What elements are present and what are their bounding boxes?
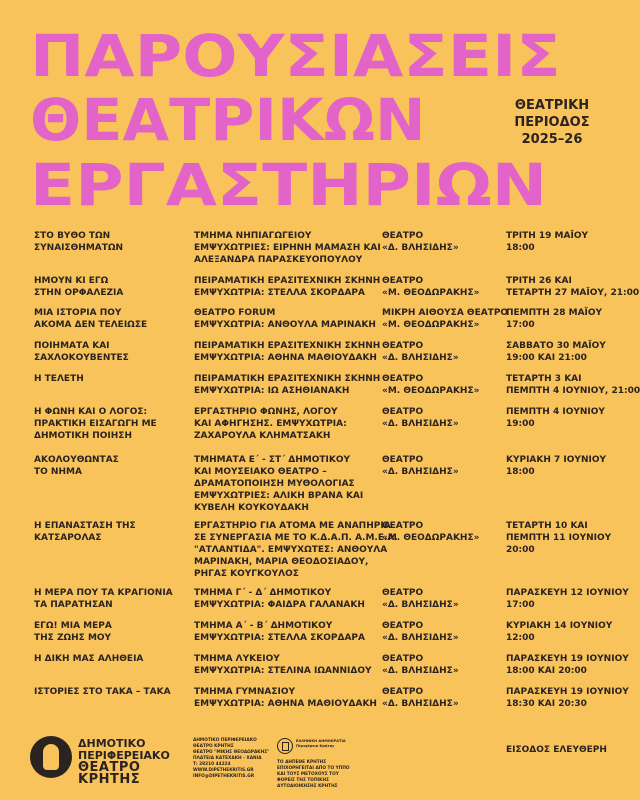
event-title xyxy=(34,587,184,611)
event-date xyxy=(506,587,629,611)
event-date xyxy=(506,340,626,364)
contact-info xyxy=(193,738,269,780)
event-venue-line: ΜΙΚΡΗ ΑΙΘΟΥΣΑ ΘΕΑΤΡΟ xyxy=(382,308,509,318)
funding-note-line: ΑΥΤΟΔΙΟΙΚΗΣΗΣ ΚΡΗΤΗΣ xyxy=(277,784,338,789)
funding-note-line: ΚΑΙ ΤΟΥΣ ΜΕΤΟΧΟΥΣ ΤΟΥ xyxy=(277,772,339,777)
event-group xyxy=(194,230,381,266)
event-date-line: ΣΑΒΒΑΤΟ 30 ΜΑΪΟΥ xyxy=(506,341,606,351)
event-venue xyxy=(382,520,497,544)
logo-line: ΠΕΡΙΦΕΡΕΙΑΚΟ xyxy=(78,749,170,762)
funding-note-line: ΕΠΙΧΟΡΗΓΕΙΤΑΙ ΑΠΟ ΤΟ ΥΠΠΟ xyxy=(277,766,350,771)
event-title-line: ΣΥΝΑΙΣΘΗΜΑΤΩΝ xyxy=(34,243,124,253)
event-group-line: ΣΕ ΣΥΝΕΡΓΑΣΙΑ ΜΕ ΤΟ Κ.Δ.Α.Π. Α.Μ.Ε.Α. xyxy=(194,533,398,543)
contact-line: WWW.DIPETHEKRITIS.GR xyxy=(193,768,254,773)
event-group-line: ΕΜΨΥΧΩΤΡΙΑ: ΣΤΕΛΙΝΑ ΙΩΑΝΝΙΔΟΥ xyxy=(194,666,372,676)
contact-line: ΘΕΑΤΡΟ ΚΡΗΤΗΣ xyxy=(193,744,234,749)
event-venue xyxy=(382,275,497,299)
event-venue xyxy=(382,340,497,364)
event-group-line: ΚΥΒΕΛΗ ΚΟΥΚΟΥΔΑΚΗ xyxy=(194,503,309,513)
free-entry-label: ΕΙΣΟΔΟΣ ΕΛΕΥΘΕΡΗ xyxy=(506,745,607,755)
event-date xyxy=(506,454,626,478)
event-date-line: ΚΥΡΙΑΚΗ 14 ΙΟΥΝΙΟΥ xyxy=(506,621,613,631)
funding-note xyxy=(277,760,350,790)
emblem-label xyxy=(296,739,346,749)
event-title xyxy=(34,406,184,442)
event-title xyxy=(34,520,184,544)
event-group-line: ΜΑΡΙΝΑΚΗ, ΜΑΡΙΑ ΘΕΟΔΟΣΙΑΔΟΥ, xyxy=(194,557,369,567)
event-date-line: ΠΕΜΠΤΗ 28 ΜΑΪΟΥ xyxy=(506,308,603,318)
event-venue xyxy=(382,406,497,430)
event-title xyxy=(34,653,184,665)
logo-line: ΔΗΜΟΤΙΚΟ xyxy=(78,737,146,750)
event-date-line: ΠΑΡΑΣΚΕΥΗ 12 ΙΟΥΝΙΟΥ xyxy=(506,588,629,598)
event-date-line: 17:00 xyxy=(506,600,535,610)
event-title xyxy=(34,307,184,331)
event-group-line: ΕΡΓΑΣΤΗΡΙΟ ΦΩΝΗΣ, ΛΟΓΟΥ xyxy=(194,407,338,417)
event-group-line: ΕΜΨΥΧΩΤΡΙΕΣ: ΑΛΙΚΗ ΒΡΑΝΑ ΚΑΙ xyxy=(194,491,364,501)
event-title xyxy=(34,454,184,478)
event-venue xyxy=(382,620,497,644)
event-group-line: ΕΜΨΥΧΩΤΡΙΑ: ΣΤΕΛΛΑ ΣΚΟΡΔΑΡΑ xyxy=(194,633,365,643)
event-title xyxy=(34,230,184,254)
event-title xyxy=(34,620,184,644)
event-date-line: ΤΕΤΑΡΤΗ 27 ΜΑΪΟΥ, 21:00 xyxy=(506,288,640,298)
event-title-line: ΜΙΑ ΙΣΤΟΡΙΑ ΠΟΥ xyxy=(34,308,122,318)
event-date-line: 20:00 xyxy=(506,545,535,555)
event-title-line: ΠΟΙΗΜΑΤΑ ΚΑΙ xyxy=(34,341,110,351)
event-group-line: ΡΗΓΑΣ ΚΟΥΓΚΟΥΛΟΣ xyxy=(194,569,299,579)
event-title-line: Η ΤΕΛΕΤΗ xyxy=(34,374,84,384)
footer xyxy=(0,730,640,800)
event-group xyxy=(194,275,381,299)
event-venue-line: «Δ. ΒΛΗΣΙΔΗΣ» xyxy=(382,353,459,363)
event-title-line: Η ΜΕΡΑ ΠΟΥ ΤΑ ΚΡΑΓΙΟΝΙΑ xyxy=(34,588,173,598)
event-title-line: ΤΑ ΠΑΡΑΤΗΣΑΝ xyxy=(34,600,113,610)
contact-line: ΔΗΜΟΤΙΚΟ ΠΕΡΙΦΕΡΕΙΑΚΟ xyxy=(193,738,257,743)
event-venue-line: «Δ. ΒΛΗΣΙΔΗΣ» xyxy=(382,633,459,643)
season-line-2: ΠΕΡΙΟΔΟΣ xyxy=(514,115,590,130)
event-venue xyxy=(382,373,497,397)
event-venue xyxy=(382,587,497,611)
event-group-line: ΕΜΨΥΧΩΤΡΙΑ: ΙΩ ΑΣΗΘΙΑΝΑΚΗ xyxy=(194,386,350,396)
event-venue-line: «Δ. ΒΛΗΣΙΔΗΣ» xyxy=(382,699,459,709)
funding-note-line: ΤΟ ΔΗΠΕΘΕ ΚΡΗΤΗΣ xyxy=(277,760,327,765)
event-title xyxy=(34,373,184,385)
event-group xyxy=(194,406,369,442)
contact-line: INFO@DIPETHEKRITIS.GR xyxy=(193,774,255,779)
event-venue-line: ΘΕΑΤΡΟ xyxy=(382,521,424,531)
event-title-line: ΗΜΟΥΝ ΚΙ ΕΓΩ xyxy=(34,276,109,286)
event-title-line: ΤΗΣ ΖΩΗΣ ΜΟΥ xyxy=(34,633,112,643)
event-group xyxy=(194,620,369,644)
event-group-line: ΕΜΨΥΧΩΤΡΙΑ: ΑΝΘΟΥΛΑ ΜΑΡΙΝΑΚΗ xyxy=(194,320,376,330)
event-group-line: ΤΜΗΜΑΤΑ Ε΄ - ΣΤ΄ ΔΗΜΟΤΙΚΟΥ xyxy=(194,455,351,465)
event-title-line: ΠΡΑΚΤΙΚΗ ΕΙΣΑΓΩΓΗ ΜΕ xyxy=(34,419,157,429)
event-venue-line: ΘΕΑΤΡΟ xyxy=(382,231,424,241)
event-group-line: ΖΑΧΑΡΟΥΛΑ ΚΛΗΜΑΤΣΑΚΗ xyxy=(194,431,331,441)
event-venue xyxy=(382,454,497,478)
event-date-line: ΠΕΜΠΤΗ 4 ΙΟΥΝΙΟΥ xyxy=(506,407,605,417)
event-date-line: 18:00 ΚΑΙ 20:00 xyxy=(506,666,587,676)
event-group-line: ΠΕΙΡΑΜΑΤΙΚΗ ΕΡΑΣΙΤΕΧΝΙΚΗ ΣΚΗΝΗ xyxy=(194,276,381,286)
event-group-line: ΘΕΑΤΡΟ FORUM xyxy=(194,308,276,318)
theatre-logo-icon xyxy=(30,736,72,778)
event-venue-line: ΘΕΑΤΡΟ xyxy=(382,654,424,664)
event-date-line: 19:00 xyxy=(506,419,535,429)
event-title-line: ΑΚΟΜΑ ΔΕΝ ΤΕΛΕΙΩΣΕ xyxy=(34,320,148,330)
event-title-line: ΣΑΧΛΟΚΟΥΒΕΝΤΕΣ xyxy=(34,353,129,363)
event-date-line: 18:00 xyxy=(506,467,535,477)
event-venue xyxy=(382,307,509,331)
event-group xyxy=(194,520,398,580)
event-venue xyxy=(382,653,497,677)
contact-line: ΠΛΑΤΕΙΑ ΚΑΤΕΧΑΚΗ - ΧΑΝΙΑ xyxy=(193,756,262,761)
event-group-line: ΑΛΕΞΑΝΔΡΑ ΠΑΡΑΣΚΕΥΟΠΟΥΛΟΥ xyxy=(194,255,363,265)
funding-note-line: ΦΟΡΕΙΣ ΤΗΣ ΤΟΠΙΚΗΣ xyxy=(277,778,330,783)
event-date-line: ΤΡΙΤΗ 19 ΜΑΪΟΥ xyxy=(506,231,588,241)
event-group-line: ΚΑΙ ΜΟΥΣΕΙΑΚΟ ΘΕΑΤΡΟ – xyxy=(194,467,327,477)
event-date xyxy=(506,230,626,254)
event-date xyxy=(506,275,640,299)
event-date-line: 18:00 xyxy=(506,243,535,253)
event-group-line: ΕΜΨΥΧΩΤΡΙΕΣ: ΕΙΡΗΝΗ ΜΑΜΑΣΗ ΚΑΙ xyxy=(194,243,381,253)
event-group-line: ΤΜΗΜΑ Α΄ - Β΄ ΔΗΜΟΤΙΚΟΥ xyxy=(194,621,333,631)
event-group xyxy=(194,454,369,514)
emblem-label-line: Περιφέρεια Κρήτης xyxy=(296,744,335,748)
contact-line: Τ: 28210 44224 xyxy=(193,762,231,767)
page-title-line-2: ΘΕΑΤΡΙΚΩΝ xyxy=(30,86,426,154)
event-venue-line: «Μ. ΘΕΟΔΩΡΑΚΗΣ» xyxy=(382,320,480,330)
event-group-line: ΕΜΨΥΧΩΤΡΙΑ: ΣΤΕΛΛΑ ΣΚΟΡΔΑΡΑ xyxy=(194,288,365,298)
event-venue-line: «Δ. ΒΛΗΣΙΔΗΣ» xyxy=(382,243,459,253)
event-date-line: ΤΕΤΑΡΤΗ 10 ΚΑΙ xyxy=(506,521,588,531)
event-date xyxy=(506,686,629,710)
event-venue-line: «Μ. ΘΕΟΔΩΡΑΚΗΣ» xyxy=(382,288,480,298)
event-venue-line: «Δ. ΒΛΗΣΙΔΗΣ» xyxy=(382,467,459,477)
event-date xyxy=(506,520,626,556)
event-venue-line: ΘΕΑΤΡΟ xyxy=(382,687,424,697)
event-venue-line: «Μ. ΘΕΟΔΩΡΑΚΗΣ» xyxy=(382,386,480,396)
event-group-line: ΤΜΗΜΑ ΝΗΠΙΑΓΩΓΕΙΟΥ xyxy=(194,231,312,241)
event-group-line: ΤΜΗΜΑ ΛΥΚΕΙΟΥ xyxy=(194,654,280,664)
event-title-line: ΙΣΤΟΡΙΕΣ ΣΤΟ ΤΑΚΑ – ΤΑΚΑ xyxy=(34,687,171,697)
event-group xyxy=(194,587,369,611)
theatre-logo-text xyxy=(78,738,170,786)
event-group-line: ΔΡΑΜΑΤΟΠΟΙΗΣΗ ΜΥΘΟΛΟΓΙΑΣ xyxy=(194,479,355,489)
event-title-line: ΚΑΤΣΑΡΟΛΑΣ xyxy=(34,533,102,543)
event-date-line: ΠΑΡΑΣΚΕΥΗ 19 ΙΟΥΝΙΟΥ xyxy=(506,654,629,664)
event-title-line: Η ΕΠΑΝΑΣΤΑΣΗ ΤΗΣ xyxy=(34,521,136,531)
event-group xyxy=(194,307,376,331)
page-title-line-1: ΠΑΡΟΥΣΙΑΣΕΙΣ xyxy=(30,22,561,90)
event-title-line: ΑΚΟΛΟΥΘΩΝΤΑΣ xyxy=(34,455,119,465)
event-date xyxy=(506,373,640,397)
event-group-line: ΕΜΨΥΧΩΤΡΙΑ: ΑΘΗΝΑ ΜΑΘΙΟΥΔΑΚΗ xyxy=(194,353,377,363)
page-title-line-3: ΕΡΓΑΣΤΗΡΙΩΝ xyxy=(30,151,548,219)
event-venue-line: ΘΕΑΤΡΟ xyxy=(382,588,424,598)
event-title xyxy=(34,275,184,299)
event-venue xyxy=(382,686,497,710)
event-date xyxy=(506,653,629,677)
event-venue-line: ΘΕΑΤΡΟ xyxy=(382,276,424,286)
event-date-line: ΠΕΜΠΤΗ 4 ΙΟΥΝΙΟΥ, 21:00 xyxy=(506,386,640,396)
event-group xyxy=(194,686,377,710)
event-venue-line: ΘΕΑΤΡΟ xyxy=(382,621,424,631)
event-venue xyxy=(382,230,497,254)
event-title-line: Η ΦΩΝΗ ΚΑΙ Ο ΛΟΓΟΣ: xyxy=(34,407,148,417)
event-date-line: 19:00 ΚΑΙ 21:00 xyxy=(506,353,587,363)
event-group-line: ΚΑΙ ΑΦΗΓΗΣΗΣ. ΕΜΨΥΧΩΤΡΙΑ: xyxy=(194,419,347,429)
event-group xyxy=(194,340,381,364)
event-title-line: ΕΓΩ! ΜΙΑ ΜΕΡΑ xyxy=(34,621,112,631)
event-venue-line: ΘΕΑΤΡΟ xyxy=(382,455,424,465)
event-title xyxy=(34,340,184,364)
season-line-1: ΘΕΑΤΡΙΚΗ xyxy=(514,98,590,113)
event-title-line: ΤΟ ΝΗΜΑ xyxy=(34,467,82,477)
event-date-line: ΤΕΤΑΡΤΗ 3 ΚΑΙ xyxy=(506,374,582,384)
logo-line: ΘΕΑΤΡΟ xyxy=(78,760,141,775)
region-emblem-icon xyxy=(277,738,293,754)
event-group-line: "ΑΤΛΑΝΤΙΔΑ". ΕΜΨΥΧΩΤΕΣ: ΑΝΘΟΥΛΑ xyxy=(194,545,388,555)
event-group-line: ΠΕΙΡΑΜΑΤΙΚΗ ΕΡΑΣΙΤΕΧΝΙΚΗ ΣΚΗΝΗ xyxy=(194,374,381,384)
season-label xyxy=(498,97,606,148)
event-title-line: ΣΤΗΝ ΟΡΦΑΛΕΖΙΑ xyxy=(34,288,124,298)
event-title xyxy=(34,686,184,698)
event-group xyxy=(194,373,381,397)
event-date xyxy=(506,620,626,644)
event-venue-line: ΘΕΑΤΡΟ xyxy=(382,374,424,384)
event-venue-line: «Δ. ΒΛΗΣΙΔΗΣ» xyxy=(382,666,459,676)
event-venue-line: «Δ. ΒΛΗΣΙΔΗΣ» xyxy=(382,419,459,429)
event-date-line: 12:00 xyxy=(506,633,535,643)
event-date xyxy=(506,406,626,430)
event-group-line: ΕΜΨΥΧΩΤΡΙΑ: ΑΘΗΝΑ ΜΑΘΙΟΥΔΑΚΗ xyxy=(194,699,377,709)
event-title-line: ΣΤΟ ΒΥΘΟ ΤΩΝ xyxy=(34,231,111,241)
logo-line: ΚΡΗΤΗΣ xyxy=(78,772,141,787)
contact-line: ΘΕΑΤΡΟ "ΜΙΚΗΣ ΘΕΟΔΩΡΑΚΗΣ" xyxy=(193,750,270,755)
event-venue-line: ΘΕΑΤΡΟ xyxy=(382,407,424,417)
event-venue-line: «Δ. ΒΛΗΣΙΔΗΣ» xyxy=(382,600,459,610)
event-date-line: 17:00 xyxy=(506,320,535,330)
season-line-3: 2025–26 xyxy=(521,132,583,147)
event-group xyxy=(194,653,372,677)
event-date-line: ΠΕΜΠΤΗ 11 ΙΟΥΝΙΟΥ xyxy=(506,533,612,543)
event-date-line: ΤΡΙΤΗ 26 ΚΑΙ xyxy=(506,276,572,286)
event-title-line: Η ΔΙΚΗ ΜΑΣ ΑΛΗΘΕΙΑ xyxy=(34,654,144,664)
event-group-line: ΠΕΙΡΑΜΑΤΙΚΗ ΕΡΑΣΙΤΕΧΝΙΚΗ ΣΚΗΝΗ xyxy=(194,341,381,351)
event-group-line: ΤΜΗΜΑ ΓΥΜΝΑΣΙΟΥ xyxy=(194,687,296,697)
emblem-label-line: ΕΛΛΗΝΙΚΗ ΔΗΜΟΚΡΑΤΙΑ xyxy=(296,739,346,743)
event-date-line: ΚΥΡΙΑΚΗ 7 ΙΟΥΝΙΟΥ xyxy=(506,455,607,465)
event-date-line: ΠΑΡΑΣΚΕΥΗ 19 ΙΟΥΝΙΟΥ xyxy=(506,687,629,697)
event-group-line: ΕΜΨΥΧΩΤΡΙΑ: ΦΑΙΔΡΑ ΓΑΛΑΝΑΚΗ xyxy=(194,600,365,610)
event-group-line: ΕΡΓΑΣΤΗΡΙΟ ΓΙΑ ΑΤΟΜΑ ΜΕ ΑΝΑΠΗΡΙΑ xyxy=(194,521,391,531)
event-group-line: ΤΜΗΜΑ Γ΄ - Δ΄ ΔΗΜΟΤΙΚΟΥ xyxy=(194,588,332,598)
event-date-line: 18:30 ΚΑΙ 20:30 xyxy=(506,699,587,709)
event-title-line: ΔΗΜΟΤΙΚΗ ΠΟΙΗΣΗ xyxy=(34,431,132,441)
event-venue-line: «Μ. ΘΕΟΔΩΡΑΚΗΣ» xyxy=(382,533,480,543)
event-date xyxy=(506,307,626,331)
event-venue-line: ΘΕΑΤΡΟ xyxy=(382,341,424,351)
